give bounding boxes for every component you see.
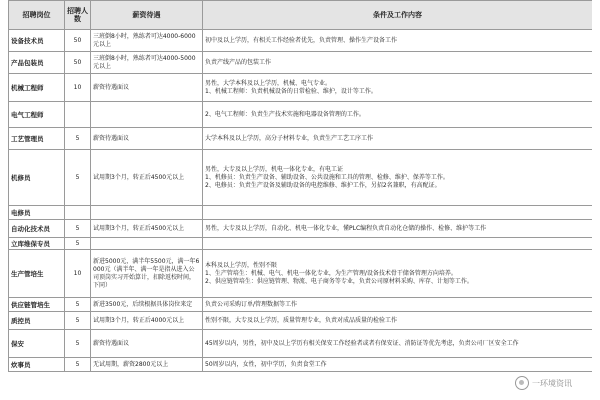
- condition-line: 1、生产管培生：机械、电气、机电一体化专业，为生产管理/设备技术骨干储备管理方向培养。: [205, 269, 457, 277]
- table-row: [9, 150, 593, 206]
- table-row: [9, 250, 593, 298]
- cell-count: 5: [65, 358, 91, 372]
- cell-count: 10: [65, 250, 91, 298]
- header-row: [9, 1, 593, 30]
- condition-line: 负责公司采购订单/管理数据等工作: [205, 300, 298, 308]
- cell-salary: 三班倒8小时，熟练者可达4000-6000元以上: [91, 30, 203, 52]
- table-row: [9, 30, 593, 52]
- cell-count: 5: [65, 150, 91, 206]
- cell-position: 电修员: [9, 206, 65, 220]
- condition-line: 初中及以上学历，有相关工作经验者优先，负责管理、操作生产设备工作: [205, 36, 398, 44]
- cell-salary: [91, 206, 203, 220]
- cell-position: 设备技术员: [9, 30, 65, 52]
- cell-count: 5: [65, 312, 91, 330]
- cell-count: 5: [65, 238, 91, 250]
- cell-salary: [91, 102, 203, 128]
- condition-line: 男性，大专及以上学历，自动化、机电一体化专业，懂PLC编程负责自动化仓储的操作、检修、维护等工作: [205, 224, 487, 232]
- cell-conditions: [203, 220, 593, 238]
- cell-count: 50: [65, 52, 91, 74]
- condition-line: 1、机修员：负责生产设备、辅助设备、公共设施和工具的管理、检修、维护、保养等工作。: [205, 173, 449, 181]
- cell-count: 50: [65, 30, 91, 52]
- cell-count: 5: [65, 330, 91, 358]
- table-row: [9, 74, 593, 102]
- cell-salary: [91, 238, 203, 250]
- cell-position: 机修员: [9, 150, 65, 206]
- condition-line: 50周岁以内，女性，初中学历，负责食堂工作: [205, 360, 327, 368]
- condition-line: 2、电修员：负责生产设备及辅助设备的电控维修、维护工作，另招2名兼职，有高配证。: [205, 181, 441, 189]
- table-row: [9, 220, 593, 238]
- recruitment-table: [8, 0, 592, 372]
- cell-position: 自动化技术员: [9, 220, 65, 238]
- cell-count: 5: [65, 298, 91, 312]
- condition-line: 大学本科及以上学历，高分子材料专业，负责生产工艺工序工作: [205, 134, 374, 142]
- cell-position: 产品包装员: [9, 52, 65, 74]
- condition-line: 2、电气工程师：负责生产技术实施和电器设备管理的工作。: [205, 110, 365, 118]
- cell-count: 10: [65, 74, 91, 102]
- wechat-icon: [515, 376, 529, 390]
- table-row: [9, 238, 593, 250]
- cell-count: 5: [65, 220, 91, 238]
- condition-line: 1、机械工程师：负责机械设备的日常检验、维护，设计等工作。: [205, 87, 377, 95]
- table-row: [9, 206, 593, 220]
- recruitment-sheet: [8, 0, 592, 400]
- cell-position: 工艺管理员: [9, 128, 65, 150]
- condition-line: 负责产线产品的包装工作: [205, 58, 272, 66]
- cell-conditions: [203, 74, 593, 102]
- cell-count: 5: [65, 128, 91, 150]
- table-body: [9, 30, 593, 372]
- table-row: [9, 330, 593, 358]
- cell-salary: 试用期3个月，转正后4500元以上: [91, 220, 203, 238]
- cell-conditions: [203, 250, 593, 298]
- cell-conditions: [203, 358, 593, 372]
- cell-count: [65, 102, 91, 128]
- condition-line: 性别不限，大专及以上学历，质量管理专业，负责对成品质量的检验工作: [205, 316, 398, 324]
- cell-salary: 薪资待遇面议: [91, 330, 203, 358]
- cell-conditions: [203, 102, 593, 128]
- cell-position: 炊事员: [9, 358, 65, 372]
- cell-salary: 无试用期，薪资2800元以上: [91, 358, 203, 372]
- cell-position: 立库维保专员: [9, 238, 65, 250]
- condition-line: 男性，大学本科及以上学历，机械、电气专业。: [205, 79, 332, 87]
- cell-conditions: [203, 312, 593, 330]
- cell-conditions: [203, 30, 593, 52]
- table-row: [9, 358, 593, 372]
- cell-count: [65, 206, 91, 220]
- table-row: [9, 312, 593, 330]
- condition-line: 本科及以上学历，性别不限: [205, 261, 278, 269]
- cell-position: 质控员: [9, 312, 65, 330]
- cell-position: 电气工程师: [9, 102, 65, 128]
- cell-position: 机械工程师: [9, 74, 65, 102]
- cell-conditions: [203, 238, 593, 250]
- watermark-text: 一环境资讯: [532, 378, 572, 388]
- table-row: [9, 128, 593, 150]
- cell-position: 供应链管培生: [9, 298, 65, 312]
- cell-position: 保安: [9, 330, 65, 358]
- cell-salary: 薪资待遇面议: [91, 128, 203, 150]
- table-row: [9, 298, 593, 312]
- cell-salary: 新进3500元，后续根据具体岗位来定: [91, 298, 203, 312]
- cell-salary: 试用期3个月，转正后4500元以上: [91, 150, 203, 206]
- header-count: 招聘人数: [65, 1, 91, 30]
- cell-position: 生产管培生: [9, 250, 65, 298]
- table-row: [9, 52, 593, 74]
- cell-salary: 新进5000元，满半年5500元，满一年6000元（满半年、满一年是指从进入公司顶岗实习开始算计，扣除返校时间，下同）: [91, 250, 203, 298]
- cell-salary: 试用期3个月，转正后4000元以上: [91, 312, 203, 330]
- header-conditions: 条件及工作内容: [203, 1, 593, 30]
- condition-line: 45周岁以内，男性，初中及以上学历有相关保安工作经验者或者有保安证、消防证等优先考虑，负责公司厂区安全工作: [205, 339, 519, 347]
- cell-conditions: [203, 330, 593, 358]
- cell-conditions: [203, 298, 593, 312]
- cell-conditions: [203, 52, 593, 74]
- cell-conditions: [203, 150, 593, 206]
- condition-line: 男性，大专及以上学历，机电一体化专业，有电工证: [205, 165, 344, 173]
- header-position: 招聘岗位: [9, 1, 65, 30]
- header-salary: 薪资待遇: [91, 1, 203, 30]
- table-row: [9, 102, 593, 128]
- condition-line: 2、供应链管培生：供应链管理、物流、电子商务等专业，负责公司原材料采购、库存、计划等工作。: [205, 277, 473, 285]
- watermark: [515, 376, 572, 390]
- cell-conditions: [203, 206, 593, 220]
- cell-salary: 三班倒8小时，熟练者可达4000-5000元以上: [91, 52, 203, 74]
- cell-conditions: [203, 128, 593, 150]
- cell-salary: 薪资待遇面议: [91, 74, 203, 102]
